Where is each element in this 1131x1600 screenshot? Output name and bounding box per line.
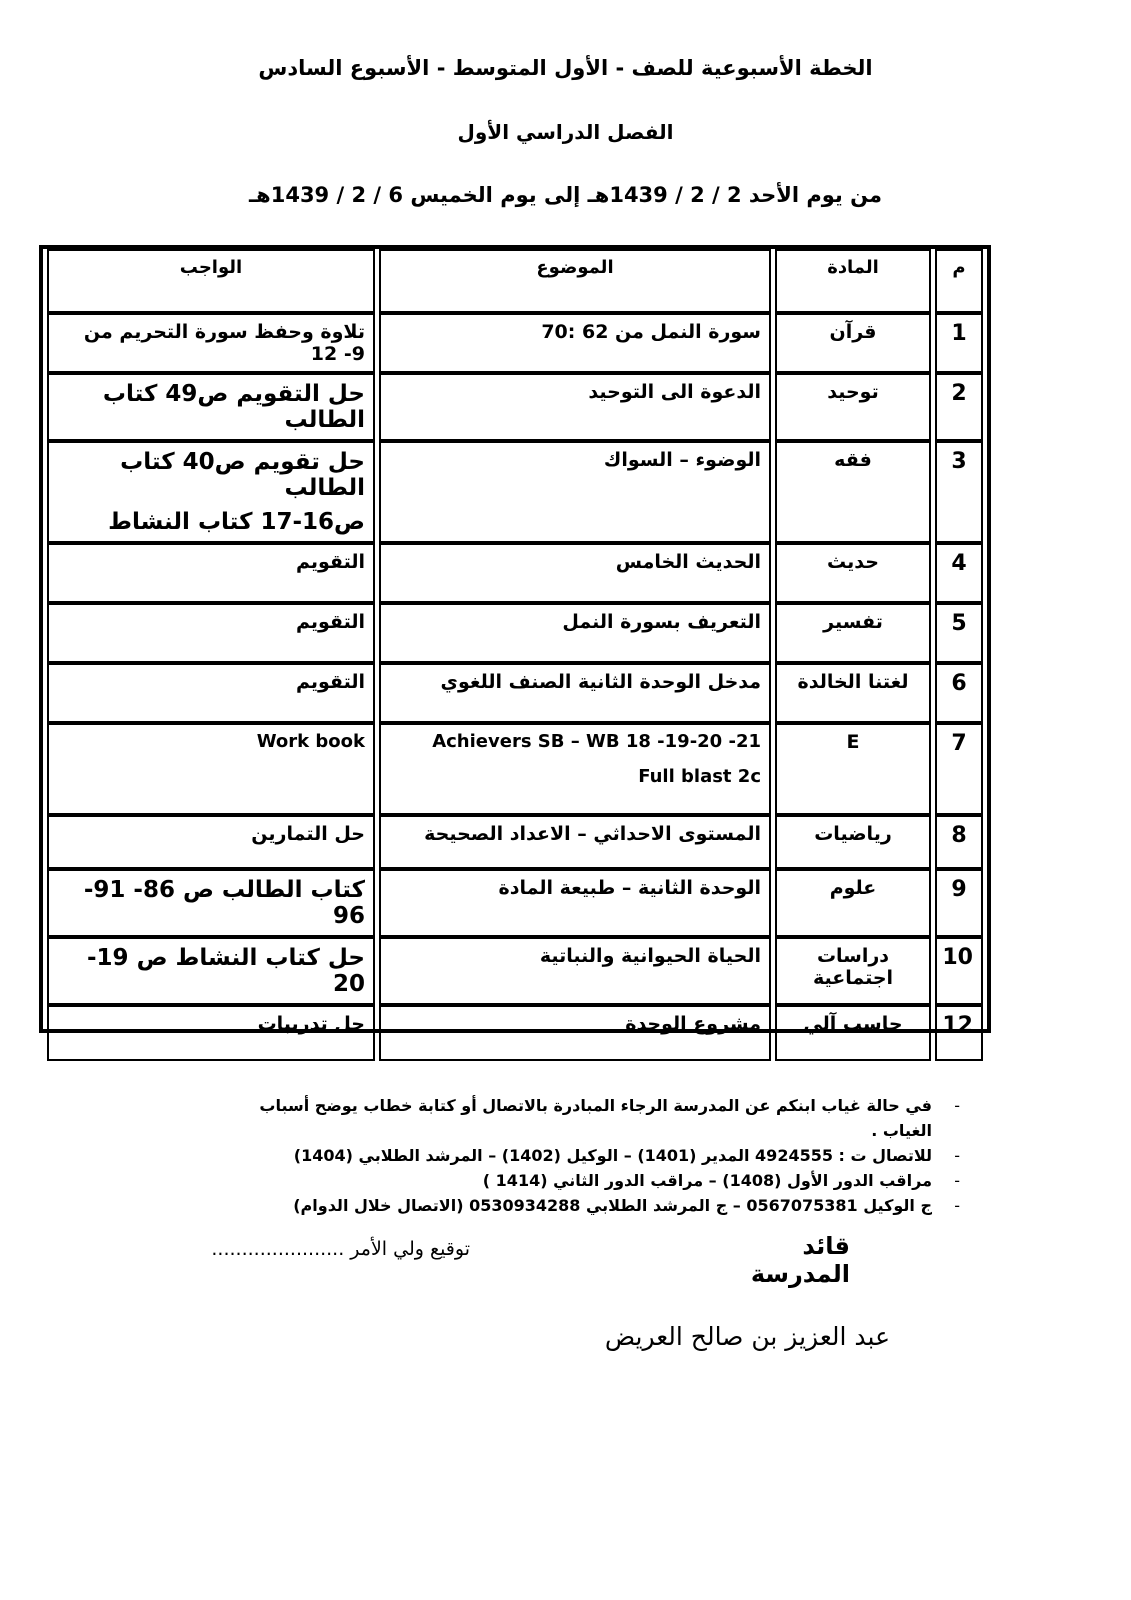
page-title: الخطة الأسبوعية للصف - الأول المتوسط - الأسبوع السادس	[258, 56, 873, 80]
note-item	[250, 1093, 960, 1143]
note-text: للاتصال ت : 4924555 المدير (1401) – الوكيل (1402) – المرشد الطلابي (1404)	[293, 1146, 932, 1165]
row-subject: توحيد	[775, 373, 931, 441]
table-row	[47, 543, 983, 603]
table-row	[47, 313, 983, 373]
table-row	[47, 441, 983, 543]
row-subject: فقه	[775, 441, 931, 543]
row-number: 10	[935, 937, 983, 1005]
row-homework: التقويم	[47, 543, 375, 603]
row-number: 1	[935, 313, 983, 373]
row-homework: حل تدريبات	[47, 1005, 375, 1061]
row-number: 7	[935, 723, 983, 815]
row-subject: دراسات اجتماعية	[775, 937, 931, 1005]
note-bullet: -	[954, 1146, 960, 1165]
note-bullet: -	[954, 1096, 960, 1115]
row-number: 5	[935, 603, 983, 663]
row-homework: حل كتاب النشاط ص 19-20	[47, 937, 375, 1005]
row-homework: تلاوة وحفظ سورة التحريم من 9- 12	[47, 313, 375, 373]
table-row	[47, 663, 983, 723]
row-number: 12	[935, 1005, 983, 1061]
notes-list	[250, 1093, 960, 1218]
row-topic	[379, 723, 771, 815]
note-item	[250, 1168, 960, 1193]
note-item	[250, 1193, 960, 1218]
table-row	[47, 723, 983, 815]
row-topic: الوحدة الثانية – طبيعة المادة	[379, 869, 771, 937]
header-subject: المادة	[775, 249, 931, 313]
row-subject: حاسب آلي	[775, 1005, 931, 1061]
note-item	[250, 1143, 960, 1168]
row-subject: رياضيات	[775, 815, 931, 869]
row-homework: حل التمارين	[47, 815, 375, 869]
semester-label: الفصل الدراسي الأول	[457, 120, 674, 144]
row-topic: الحياة الحيوانية والنباتية	[379, 937, 771, 1005]
row-topic: مشروع الوحدة	[379, 1005, 771, 1061]
table-row	[47, 373, 983, 441]
row-homework: التقويم	[47, 603, 375, 663]
note-bullet: -	[954, 1171, 960, 1190]
guardian-signature: توقيع ولي الأمر ......................	[211, 1238, 470, 1260]
table-row	[47, 937, 983, 1005]
table-header-row	[47, 249, 983, 313]
row-subject: تفسير	[775, 603, 931, 663]
row-number: 2	[935, 373, 983, 441]
row-topic: سورة النمل من 62 :70	[379, 313, 771, 373]
homework-line: حل تقويم ص40 كتاب الطالب	[120, 449, 365, 501]
row-subject: علوم	[775, 869, 931, 937]
row-homework: حل التقويم ص49 كتاب الطالب	[47, 373, 375, 441]
principal-name: عبد العزيز بن صالح العريض	[604, 1322, 890, 1351]
note-text: مراقب الدور الأول (1408) – مراقب الدور الثاني (1414 )	[482, 1171, 932, 1190]
header-topic: الموضوع	[379, 249, 771, 313]
row-number: 4	[935, 543, 983, 603]
row-homework: كتاب الطالب ص 86- 91- 96	[47, 869, 375, 937]
row-number: 6	[935, 663, 983, 723]
row-topic: الوضوء – السواك	[379, 441, 771, 543]
table-row	[47, 869, 983, 937]
homework-line: ص16-17 كتاب النشاط	[108, 509, 365, 535]
row-number: 8	[935, 815, 983, 869]
row-topic: مدخل الوحدة الثانية الصنف اللغوي	[379, 663, 771, 723]
row-topic: الحديث الخامس	[379, 543, 771, 603]
row-subject: قرآن	[775, 313, 931, 373]
row-subject: لغتنا الخالدة	[775, 663, 931, 723]
weekly-plan-table	[39, 245, 991, 1038]
row-topic: التعريف بسورة النمل	[379, 603, 771, 663]
row-topic: المستوى الاحداثي – الاعداد الصحيحة	[379, 815, 771, 869]
row-subject: حديث	[775, 543, 931, 603]
row-homework: Work book	[47, 723, 375, 815]
table-row	[47, 1005, 983, 1061]
row-homework: التقويم	[47, 663, 375, 723]
note-text: ج الوكيل 0567075381 – ج المرشد الطلابي 0530934288 (الاتصال خلال الدوام)	[293, 1196, 932, 1215]
topic-line: Full blast 2c	[638, 766, 761, 787]
row-topic: الدعوة الى التوحيد	[379, 373, 771, 441]
note-text: في حالة غياب ابنكم عن المدرسة الرجاء المبادرة بالاتصال أو كتابة خطاب يوضح أسباب الغياب .	[259, 1096, 932, 1140]
header-homework: الواجب	[47, 249, 375, 313]
date-range: من يوم الأحد 2 / 2 / 1439هـ إلى يوم الخميس 6 / 2 / 1439هـ	[248, 183, 883, 207]
note-bullet: -	[954, 1196, 960, 1215]
row-homework	[47, 441, 375, 543]
header-num: م	[935, 249, 983, 313]
row-number: 3	[935, 441, 983, 543]
table-row	[47, 603, 983, 663]
row-subject: E	[775, 723, 931, 815]
principal-label: قائد المدرسة	[750, 1232, 850, 1288]
row-number: 9	[935, 869, 983, 937]
topic-line: Achievers SB – WB 18 -19-20 -21	[432, 731, 761, 752]
table-row	[47, 815, 983, 869]
